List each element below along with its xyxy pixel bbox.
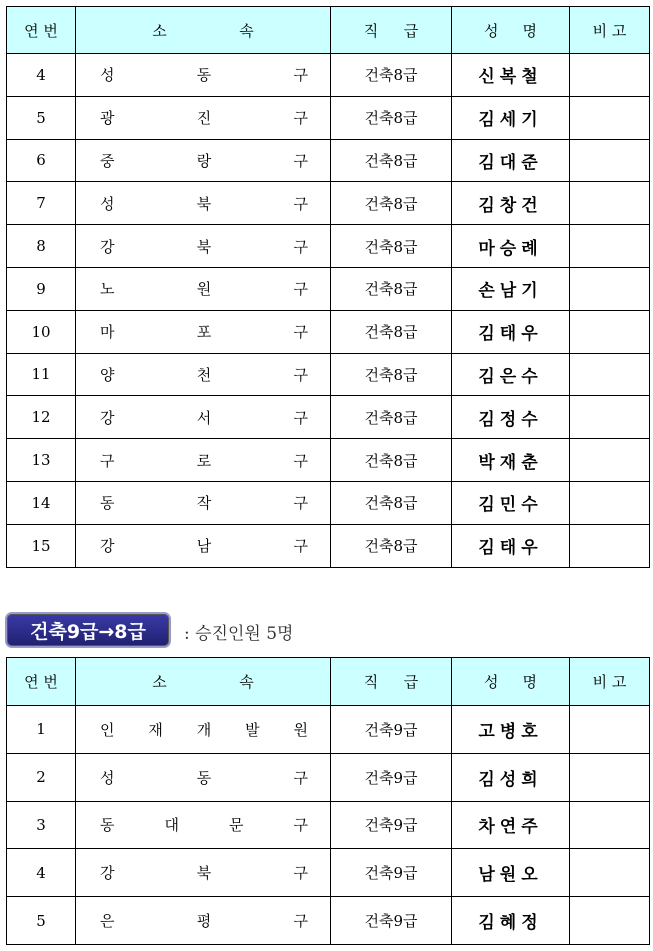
cell-name: 김태우 xyxy=(452,524,570,567)
org-char: 동 xyxy=(100,494,115,513)
header-grade-char: 급 xyxy=(403,21,419,40)
org-char: 구 xyxy=(293,864,308,883)
org-char: 북 xyxy=(196,194,212,213)
org-char: 성 xyxy=(100,768,115,787)
org-char: 구 xyxy=(293,537,308,556)
table-row xyxy=(7,310,650,353)
org-char: 남 xyxy=(196,537,212,556)
org-char: 구 xyxy=(293,66,308,85)
org-char: 재 xyxy=(148,720,163,739)
cell-no: 11 xyxy=(7,353,76,396)
cell-grade: 건축8급 xyxy=(331,182,452,225)
org-char: 중 xyxy=(100,151,115,170)
header-org-char: 소 xyxy=(152,673,167,691)
cell-name: 김혜정 xyxy=(452,897,570,945)
org-char: 강 xyxy=(100,537,115,556)
cell-name: 김민수 xyxy=(452,481,570,524)
cell-org xyxy=(76,310,331,353)
section-note: : 승진인원 5명 xyxy=(184,624,294,644)
table-row xyxy=(7,267,650,310)
header-grade-char: 직 xyxy=(363,21,379,40)
table-row xyxy=(7,524,650,567)
cell-grade: 건축9급 xyxy=(331,897,452,945)
cell-no: 12 xyxy=(7,396,76,439)
table-row xyxy=(7,481,650,524)
org-char: 성 xyxy=(100,66,115,85)
cell-no: 4 xyxy=(7,54,76,97)
header-name xyxy=(452,658,570,706)
header-note: 비 고 xyxy=(570,7,650,54)
table-header-row xyxy=(7,7,650,54)
cell-name: 김창건 xyxy=(452,182,570,225)
header-no: 연 번 xyxy=(7,658,76,706)
table-row xyxy=(7,225,650,268)
cell-org xyxy=(76,753,331,801)
cell-note xyxy=(570,267,650,310)
cell-org xyxy=(76,96,331,139)
cell-org xyxy=(76,481,331,524)
cell-name: 마승례 xyxy=(452,225,570,268)
cell-note xyxy=(570,801,650,849)
header-note: 비 고 xyxy=(570,658,650,706)
org-char: 구 xyxy=(293,494,308,513)
cell-note xyxy=(570,353,650,396)
cell-note xyxy=(570,396,650,439)
cell-note xyxy=(570,706,650,754)
org-char: 구 xyxy=(293,912,308,931)
org-char: 구 xyxy=(293,323,308,342)
cell-grade: 건축8급 xyxy=(331,481,452,524)
org-char: 광 xyxy=(100,109,115,128)
cell-org xyxy=(76,706,331,754)
cell-grade: 건축8급 xyxy=(331,524,452,567)
cell-note xyxy=(570,182,650,225)
cell-org xyxy=(76,182,331,225)
org-char: 강 xyxy=(100,408,115,427)
cell-note xyxy=(570,54,650,97)
cell-note xyxy=(570,753,650,801)
org-char: 로 xyxy=(196,451,212,470)
cell-no: 4 xyxy=(7,849,76,897)
cell-name: 김정수 xyxy=(452,396,570,439)
cell-no: 6 xyxy=(7,139,76,182)
org-char: 평 xyxy=(196,912,212,931)
table-row xyxy=(7,801,650,849)
cell-no: 15 xyxy=(7,524,76,567)
org-char: 동 xyxy=(100,816,115,835)
table-row xyxy=(7,897,650,945)
cell-name: 신복철 xyxy=(452,54,570,97)
org-char: 원 xyxy=(293,720,308,739)
header-name-char: 성 xyxy=(484,21,499,40)
org-char: 문 xyxy=(229,816,244,835)
org-char: 강 xyxy=(100,237,115,256)
cell-name: 손남기 xyxy=(452,267,570,310)
org-char: 강 xyxy=(100,864,115,883)
header-grade-char: 급 xyxy=(403,673,419,691)
org-char: 천 xyxy=(196,365,212,384)
cell-org xyxy=(76,353,331,396)
org-char: 작 xyxy=(196,494,212,513)
org-char: 구 xyxy=(293,768,308,787)
org-char: 구 xyxy=(293,408,308,427)
header-no: 연 번 xyxy=(7,7,76,54)
cell-no: 9 xyxy=(7,267,76,310)
cell-note xyxy=(570,439,650,482)
header-name-char: 명 xyxy=(522,673,537,691)
table-row xyxy=(7,396,650,439)
org-char: 포 xyxy=(196,323,212,342)
header-org-char: 속 xyxy=(239,673,254,691)
org-char: 동 xyxy=(196,66,212,85)
cell-grade: 건축8급 xyxy=(331,396,452,439)
cell-no: 14 xyxy=(7,481,76,524)
org-char: 구 xyxy=(293,151,308,170)
cell-org xyxy=(76,225,331,268)
org-char: 진 xyxy=(196,109,212,128)
cell-no: 10 xyxy=(7,310,76,353)
table-row xyxy=(7,139,650,182)
header-org-char: 소 xyxy=(152,21,167,40)
org-char: 대 xyxy=(164,816,179,835)
org-char: 구 xyxy=(293,816,308,835)
cell-name: 남원오 xyxy=(452,849,570,897)
cell-grade: 건축8급 xyxy=(331,54,452,97)
header-org-char: 속 xyxy=(239,21,254,40)
cell-name: 김대준 xyxy=(452,139,570,182)
cell-grade: 건축8급 xyxy=(331,310,452,353)
cell-org xyxy=(76,897,331,945)
header-grade xyxy=(331,658,452,706)
org-char: 동 xyxy=(196,768,212,787)
table-row xyxy=(7,706,650,754)
cell-name: 김세기 xyxy=(452,96,570,139)
org-char: 은 xyxy=(100,912,115,931)
cell-note xyxy=(570,225,650,268)
cell-no: 5 xyxy=(7,897,76,945)
cell-grade: 건축8급 xyxy=(331,353,452,396)
table-row xyxy=(7,96,650,139)
table-header-row xyxy=(7,658,650,706)
table-row xyxy=(7,849,650,897)
org-char: 구 xyxy=(100,451,115,470)
cell-name: 김은수 xyxy=(452,353,570,396)
table-row xyxy=(7,753,650,801)
org-char: 양 xyxy=(100,365,115,384)
org-char: 구 xyxy=(293,109,308,128)
cell-org xyxy=(76,439,331,482)
header-grade xyxy=(331,7,452,54)
cell-name: 고병호 xyxy=(452,706,570,754)
cell-no: 7 xyxy=(7,182,76,225)
header-name-char: 명 xyxy=(522,21,537,40)
cell-org xyxy=(76,849,331,897)
org-char: 개 xyxy=(196,720,212,739)
cell-grade: 건축9급 xyxy=(331,706,452,754)
promotion-table-9 xyxy=(6,657,650,945)
header-grade-char: 직 xyxy=(363,673,379,691)
cell-no: 1 xyxy=(7,706,76,754)
header-org xyxy=(76,7,331,54)
cell-org xyxy=(76,54,331,97)
org-char: 구 xyxy=(293,280,308,299)
cell-grade: 건축8급 xyxy=(331,439,452,482)
cell-note xyxy=(570,897,650,945)
org-char: 구 xyxy=(293,365,308,384)
org-char: 노 xyxy=(100,280,115,299)
org-char: 인 xyxy=(100,720,115,739)
cell-name: 김성희 xyxy=(452,753,570,801)
cell-org xyxy=(76,139,331,182)
cell-name: 김태우 xyxy=(452,310,570,353)
section-badge: 건축9급→8급 xyxy=(5,612,171,648)
cell-grade: 건축9급 xyxy=(331,801,452,849)
header-name xyxy=(452,7,570,54)
cell-org xyxy=(76,801,331,849)
org-char: 구 xyxy=(293,451,308,470)
org-char: 랑 xyxy=(196,151,212,170)
cell-grade: 건축9급 xyxy=(331,753,452,801)
cell-grade: 건축8급 xyxy=(331,225,452,268)
cell-name: 박재춘 xyxy=(452,439,570,482)
cell-no: 5 xyxy=(7,96,76,139)
cell-grade: 건축8급 xyxy=(331,96,452,139)
cell-note xyxy=(570,849,650,897)
cell-grade: 건축8급 xyxy=(331,267,452,310)
cell-no: 3 xyxy=(7,801,76,849)
table-row xyxy=(7,182,650,225)
cell-grade: 건축8급 xyxy=(331,139,452,182)
cell-org xyxy=(76,267,331,310)
cell-grade: 건축9급 xyxy=(331,849,452,897)
header-name-char: 성 xyxy=(484,673,499,691)
cell-no: 8 xyxy=(7,225,76,268)
cell-no: 13 xyxy=(7,439,76,482)
table-row xyxy=(7,54,650,97)
org-char: 서 xyxy=(196,408,212,427)
cell-note xyxy=(570,96,650,139)
org-char: 구 xyxy=(293,237,308,256)
org-char: 북 xyxy=(196,864,212,883)
org-char: 성 xyxy=(100,194,115,213)
table-row xyxy=(7,353,650,396)
cell-note xyxy=(570,139,650,182)
org-char: 북 xyxy=(196,237,212,256)
promotion-table-8 xyxy=(6,6,650,568)
org-char: 구 xyxy=(293,194,308,213)
table-row xyxy=(7,439,650,482)
cell-name: 차연주 xyxy=(452,801,570,849)
cell-note xyxy=(570,481,650,524)
org-char: 발 xyxy=(245,720,260,739)
cell-note xyxy=(570,310,650,353)
cell-note xyxy=(570,524,650,567)
cell-no: 2 xyxy=(7,753,76,801)
org-char: 마 xyxy=(100,323,115,342)
cell-org xyxy=(76,524,331,567)
org-char: 원 xyxy=(196,280,212,299)
cell-org xyxy=(76,396,331,439)
header-org xyxy=(76,658,331,706)
